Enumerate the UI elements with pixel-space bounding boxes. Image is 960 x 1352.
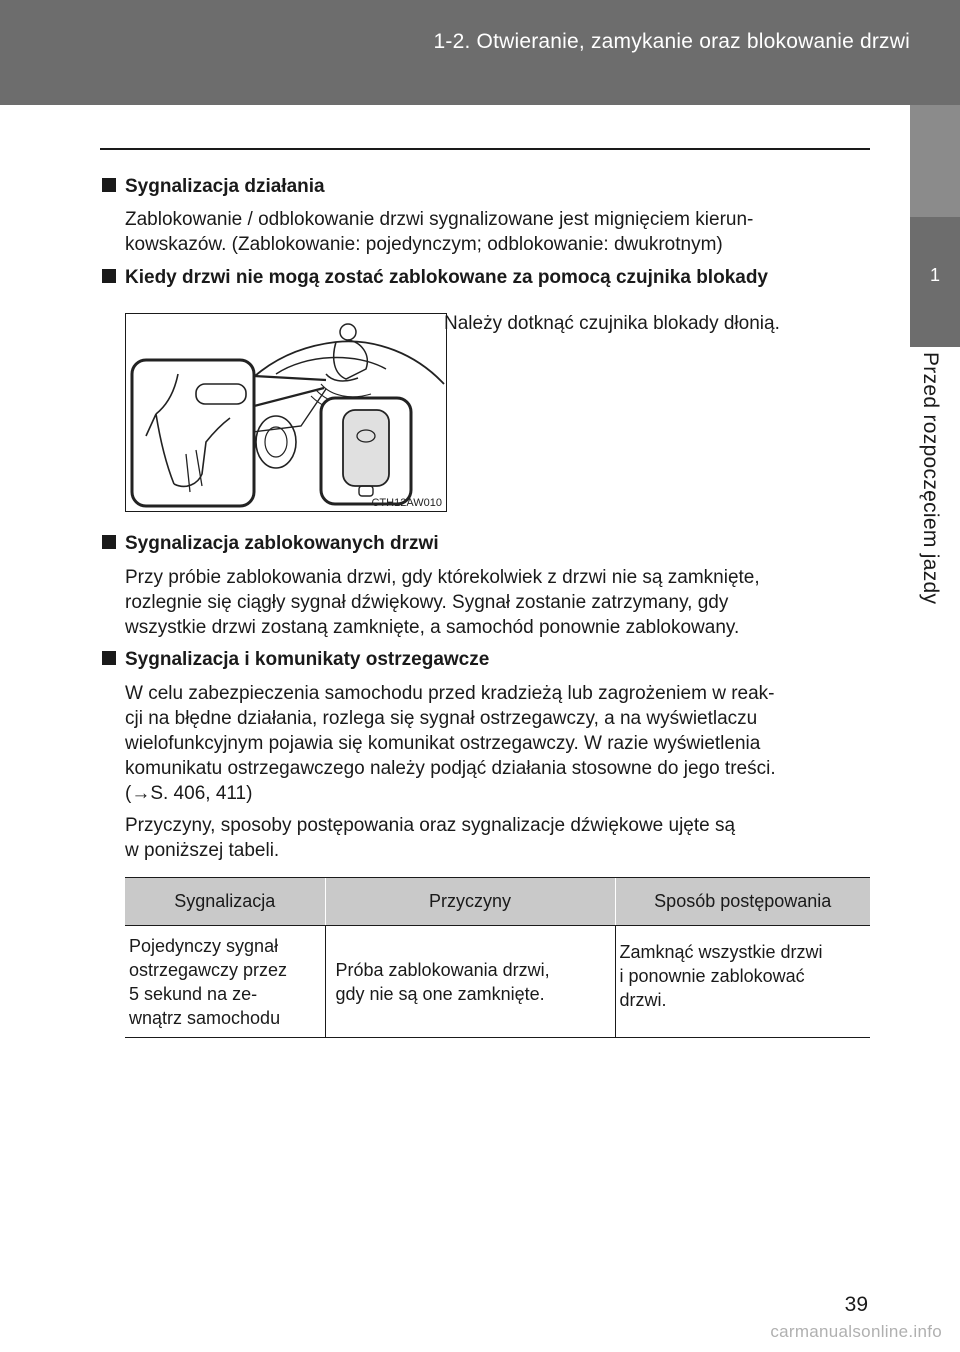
section-title: Sygnalizacja działania [102,176,325,198]
column-header-action: Sposób postępowania [615,878,870,926]
figure-code: CTH12AW010 [371,497,442,509]
column-header-signal: Sygnalizacja [125,878,325,926]
page-number: 39 [844,1293,868,1316]
bullet-square-icon [102,269,116,283]
figure-caption: Należy dotknąć czujnika blokady dłonią. [444,313,780,334]
section-body: Przy próbie zablokowania drzwi, gdy którekolwiek z drzwi nie są zamknięte, rozlegnie się ciągły sygnał dźwiękowy. Sygnał zostanie zatrzymany, gdy wszystkie drzwi zostaną zamknięte, a samochód ponownie zablokowany. [125,567,760,638]
watermark: carmanualsonline.info [770,1322,942,1341]
top-rule [100,148,870,150]
cell-signal: Pojedynczy sygnał ostrzegawczy przez 5 sekund na ze- wnątrz samochodu [125,926,325,1038]
side-tab [910,217,960,347]
bullet-square-icon [102,178,116,192]
section-title: Kiedy drzwi nie mogą zostać zablokowane za pomocą czujnika blokady [102,267,768,289]
side-tab-label: Przed rozpoczęciem jazdy [919,352,942,605]
table-header-row [125,878,870,926]
cell-action: Zamknąć wszystkie drzwi i ponownie zablokować drzwi. [615,926,870,1038]
table-row [125,926,870,1038]
column-header-cause: Przyczyny [325,878,615,926]
bullet-square-icon [102,651,116,665]
warning-signals-table [125,877,870,1038]
section-body: Zablokowanie / odblokowanie drzwi sygnalizowane jest mignięciem kierun- kowskazów. (Zablokowanie: pojedynczym; odblokowanie: dwukrotnym) [125,209,754,255]
section-body: W celu zabezpieczenia samochodu przed kradzieżą lub zagrożeniem w reak- cji na błędne działania, rozlega się sygnał ostrzegawczy, a na wyświetlaczu wielofunkcyjnym pojawia się komunikat ostrzegawczy. W razie wyświetlenia komunikatu ostrzegawczego należy podjąć działania stosowne do jego treści. (→S. 406, 411) [125,683,776,804]
section-title: Sygnalizacja zablokowanych drzwi [102,533,439,555]
bullet-square-icon [102,535,116,549]
section-title: Sygnalizacja i komunikaty ostrzegawcze [102,649,489,671]
cell-cause: Próba zablokowania drzwi, gdy nie są one zamknięte. [325,926,615,1038]
header-bar [0,0,960,105]
chapter-title: 1-2. Otwieranie, zamykanie oraz blokowanie drzwi [433,30,910,53]
car-hand-key-illustration [126,314,445,510]
side-tab-number: 1 [929,265,940,285]
illustration-touch-sensor [125,313,447,512]
section-body-continued: Przyczyny, sposoby postępowania oraz sygnalizacje dźwiękowe ujęte są w poniższej tabeli. [125,815,736,861]
side-tab-background [910,105,960,217]
